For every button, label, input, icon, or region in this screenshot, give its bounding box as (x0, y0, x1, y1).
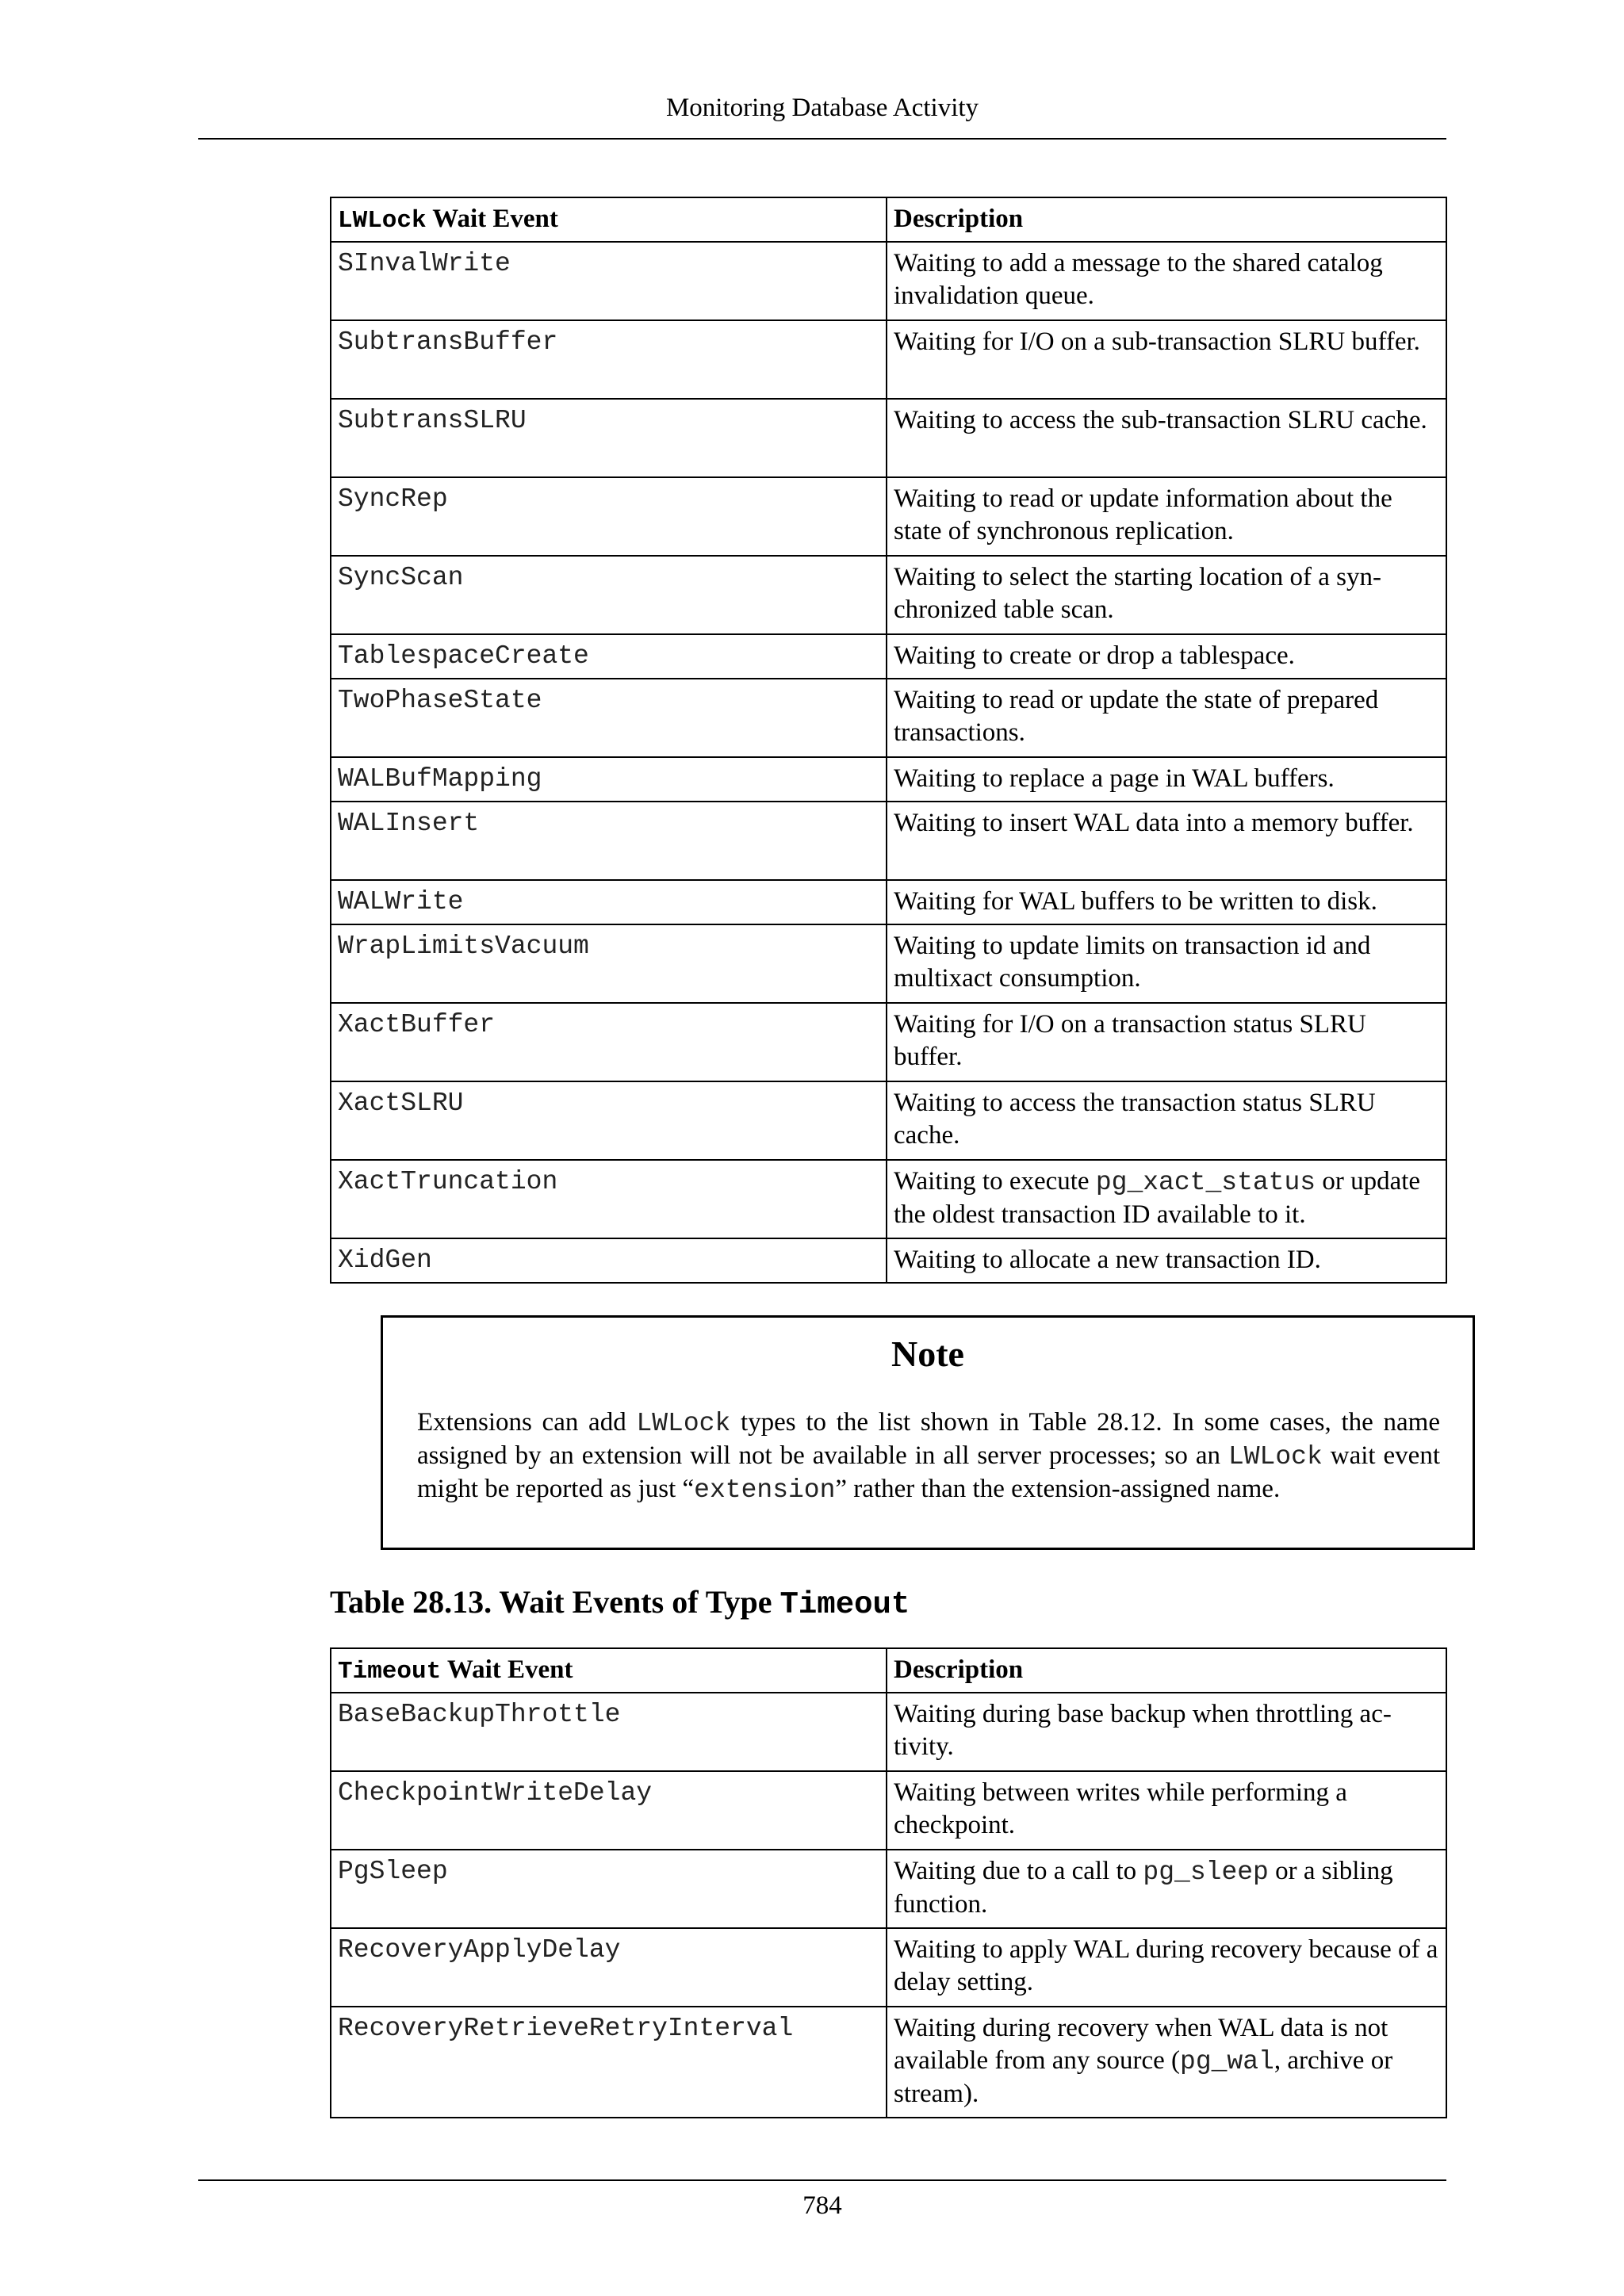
event-name: WALWrite (331, 880, 887, 924)
table-row (331, 1160, 1446, 1238)
event-description: Waiting to replace a page in WAL buffers. (887, 757, 1446, 802)
event-name: XactSLRU (331, 1081, 887, 1160)
event-name: SubtransSLRU (331, 399, 887, 477)
event-description (887, 2007, 1446, 2118)
event-name: TablespaceCreate (331, 634, 887, 679)
note-text-part: ” rather than the extension-assigned name. (835, 1475, 1281, 1503)
table-row (331, 880, 1446, 924)
event-name: CheckpointWriteDelay (331, 1771, 887, 1850)
event-description: Waiting to insert WAL data into a memory buffer. (887, 802, 1446, 880)
event-description-text: or update the oldest transaction ID available to it. (894, 1167, 1421, 1229)
note-code-extension: extension (694, 1475, 836, 1505)
event-name: WALInsert (331, 802, 887, 880)
timeout-wait-events-table (330, 1647, 1447, 2118)
column-header-event (331, 1648, 887, 1693)
event-description-text: Waiting to execute (894, 1167, 1096, 1196)
table-row (331, 1003, 1446, 1081)
note-text-part: types to the list shown in Table 28.12. In some cases, the name assigned by an extension will not be available in all server processes; so an (417, 1408, 1440, 1470)
table-title-code: Timeout (779, 1587, 910, 1622)
event-name: XidGen (331, 1238, 887, 1283)
table-row (331, 242, 1446, 320)
event-description: Waiting to create or drop a tablespace. (887, 634, 1446, 679)
event-description: Waiting to access the transaction status SLRU cache. (887, 1081, 1446, 1160)
event-description-text: Waiting during recovery when WAL data is not available from any source ( (894, 2014, 1388, 2075)
column-header-description: Description (887, 1648, 1446, 1693)
event-description: Waiting for WAL buffers to be written to disk. (887, 880, 1446, 924)
event-name: SubtransBuffer (331, 320, 887, 399)
event-description: Waiting for I/O on a transaction status SLRU buffer. (887, 1003, 1446, 1081)
table-row (331, 1238, 1446, 1283)
footer-rule (198, 2179, 1446, 2181)
table-row (331, 477, 1446, 556)
event-description-code: pg_sleep (1143, 1858, 1269, 1887)
note-text-part: wait event might be reported as just “ (417, 1441, 1440, 1503)
event-name: XactBuffer (331, 1003, 887, 1081)
event-name: PgSleep (331, 1850, 887, 1928)
event-description (887, 1850, 1446, 1928)
note-text-part: Extensions can add (417, 1408, 637, 1437)
column-header-event-code: LWLock (338, 207, 427, 235)
running-header: Monitoring Database Activity (665, 94, 979, 122)
table-header-row (331, 197, 1446, 242)
event-name: RecoveryRetrieveRetryInterval (331, 2007, 887, 2118)
event-description: Waiting to allocate a new transaction ID. (887, 1238, 1446, 1283)
note-text (417, 1406, 1440, 1506)
table-row (331, 2007, 1446, 2118)
table-title (330, 1582, 1440, 1624)
table-row (331, 320, 1446, 399)
table-row (331, 1771, 1446, 1850)
table-row (331, 1081, 1446, 1160)
note-code-lwlock: LWLock (636, 1409, 731, 1438)
table-row (331, 399, 1446, 477)
table-row (331, 556, 1446, 634)
column-header-event-label: Wait Event (441, 1655, 573, 1684)
event-description: Waiting to read or update information about the state of synchronous replication. (887, 477, 1446, 556)
column-header-event-code: Timeout (338, 1658, 442, 1686)
table-row (331, 924, 1446, 1003)
table-row (331, 1928, 1446, 2007)
lwlock-wait-events-table (330, 197, 1447, 1284)
table-title-text: Table 28.13. Wait Events of Type (330, 1584, 780, 1620)
event-description-code: pg_wal (1180, 2047, 1274, 2076)
event-name: SyncScan (331, 556, 887, 634)
event-description: Waiting to add a message to the shared catalog invalidation queue. (887, 242, 1446, 320)
event-name: SyncRep (331, 477, 887, 556)
table-row (331, 634, 1446, 679)
event-name: WALBufMapping (331, 757, 887, 802)
table-row (331, 1850, 1446, 1928)
page-number: 784 (802, 2191, 842, 2220)
note-box (381, 1315, 1475, 1550)
table-row (331, 757, 1446, 802)
event-name: RecoveryApplyDelay (331, 1928, 887, 2007)
note-code-lwlock: LWLock (1228, 1442, 1323, 1471)
table-row (331, 679, 1446, 757)
event-description: Waiting to read or update the state of prepared transactions. (887, 679, 1446, 757)
event-description-text: or a sibling function. (894, 1857, 1393, 1919)
table-row (331, 1693, 1446, 1771)
event-description: Waiting to update limits on transaction id and multixact consumption. (887, 924, 1446, 1003)
event-name: WrapLimitsVacuum (331, 924, 887, 1003)
event-description-text: Waiting due to a call to (894, 1857, 1143, 1885)
event-description-text: , archive or stream). (894, 2046, 1393, 2108)
event-description (887, 1160, 1446, 1238)
event-name: XactTruncation (331, 1160, 887, 1238)
event-description: Waiting to apply WAL during recovery because of a delay setting. (887, 1928, 1446, 2007)
table-header-row (331, 1648, 1446, 1693)
event-description: Waiting to access the sub-transaction SLRU cache. (887, 399, 1446, 477)
header-rule (198, 138, 1446, 140)
event-description-code: pg_xact_status (1095, 1168, 1316, 1197)
column-header-event (331, 197, 887, 242)
event-name: BaseBackupThrottle (331, 1693, 887, 1771)
column-header-description: Description (887, 197, 1446, 242)
note-title: Note (891, 1334, 964, 1374)
event-name: TwoPhaseState (331, 679, 887, 757)
event-description: Waiting to select the starting location of a synchronized table scan. (887, 556, 1446, 634)
table-row (331, 802, 1446, 880)
event-description: Waiting during base backup when throttling activity. (887, 1693, 1446, 1771)
event-description: Waiting for I/O on a sub-transaction SLRU buffer. (887, 320, 1446, 399)
event-name: SInvalWrite (331, 242, 887, 320)
event-description: Waiting between writes while performing a checkpoint. (887, 1771, 1446, 1850)
column-header-event-label: Wait Event (426, 205, 558, 233)
